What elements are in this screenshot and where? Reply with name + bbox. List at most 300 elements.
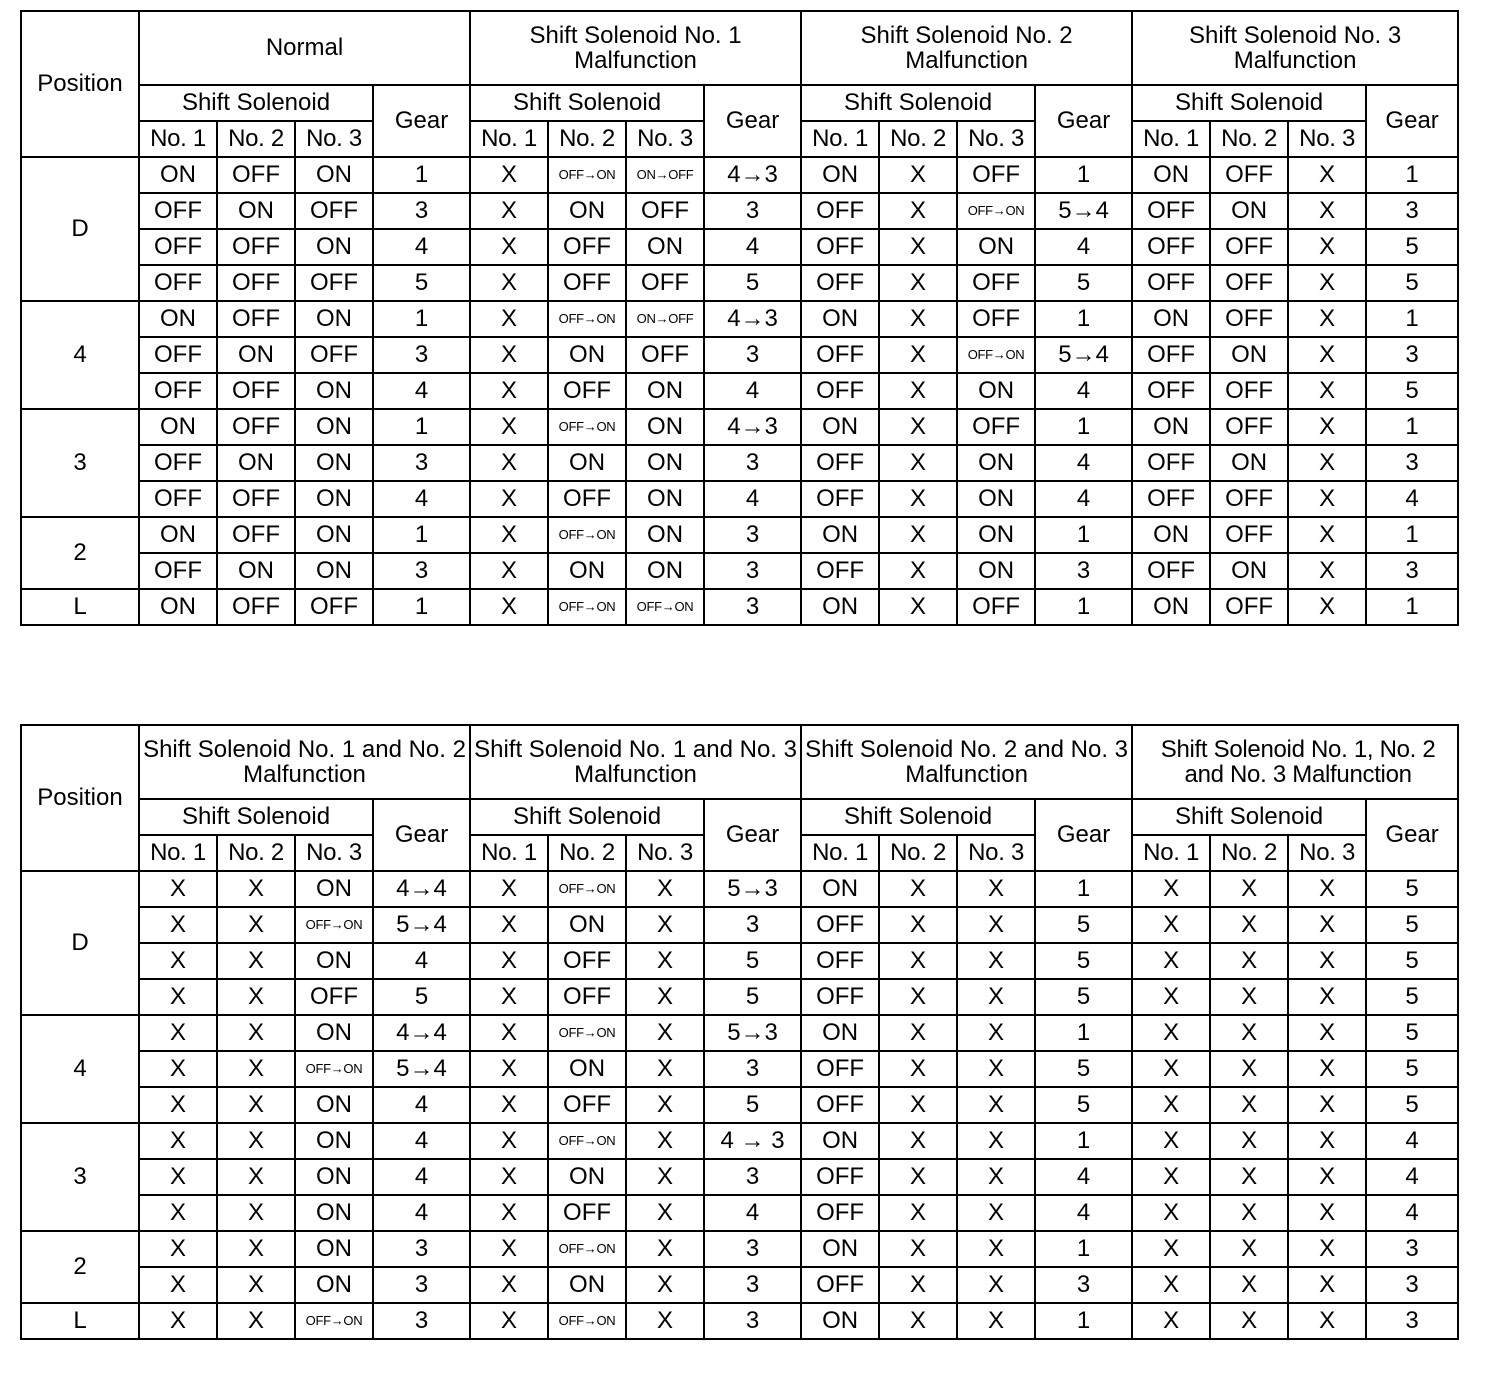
solenoid-state-cell: X	[1288, 589, 1366, 625]
solenoid-state-cell: X	[1210, 943, 1288, 979]
solenoid-number-header: No. 1	[470, 121, 548, 157]
solenoid-state-cell: X	[470, 1123, 548, 1159]
solenoid-state-cell: ON	[626, 373, 704, 409]
gear-cell: 5→3	[704, 871, 801, 907]
gear-header: Gear	[1366, 799, 1458, 871]
solenoid-state-cell: OFF	[801, 907, 879, 943]
solenoid-state-cell: OFF→ON	[295, 907, 373, 943]
gear-cell: 4	[373, 229, 470, 265]
solenoid-state-cell: X	[879, 1051, 957, 1087]
solenoid-state-cell: X	[1210, 1267, 1288, 1303]
solenoid-state-cell: ON	[1210, 337, 1288, 373]
table-row	[21, 265, 1458, 301]
solenoid-state-cell: X	[470, 979, 548, 1015]
position-label: 3	[21, 409, 139, 517]
solenoid-state-cell: X	[1288, 373, 1366, 409]
solenoid-state-cell: OFF→ON	[295, 1303, 373, 1339]
solenoid-state-cell: X	[217, 1195, 295, 1231]
position-label: L	[21, 1303, 139, 1339]
solenoid-state-cell: X	[470, 1087, 548, 1123]
solenoid-state-cell: X	[470, 409, 548, 445]
solenoid-state-cell: OFF	[801, 337, 879, 373]
solenoid-state-cell: X	[1288, 1159, 1366, 1195]
table-row	[21, 229, 1458, 265]
solenoid-state-cell: ON	[957, 373, 1035, 409]
gear-cell: 5	[373, 265, 470, 301]
position-label: L	[21, 589, 139, 625]
shift-solenoid-header: Shift Solenoid	[139, 799, 373, 835]
gear-cell: 3	[704, 1231, 801, 1267]
gear-cell: 1	[1035, 1303, 1132, 1339]
gear-cell: 1	[1366, 301, 1458, 337]
solenoid-state-cell: X	[879, 589, 957, 625]
solenoid-state-cell: X	[626, 1231, 704, 1267]
group-title: Normal	[139, 11, 470, 85]
solenoid-state-cell: X	[1288, 907, 1366, 943]
solenoid-state-cell: X	[470, 1231, 548, 1267]
solenoid-state-cell: ON	[1132, 157, 1210, 193]
solenoid-state-cell: X	[1210, 871, 1288, 907]
solenoid-state-cell: X	[957, 1051, 1035, 1087]
solenoid-state-cell: OFF	[295, 193, 373, 229]
solenoid-state-cell: X	[1210, 1015, 1288, 1051]
solenoid-state-cell: X	[1132, 1015, 1210, 1051]
solenoid-state-cell: ON	[801, 1123, 879, 1159]
solenoid-state-cell: X	[470, 445, 548, 481]
gear-cell: 5	[704, 265, 801, 301]
gear-cell: 1	[1035, 1015, 1132, 1051]
solenoid-state-cell: ON	[626, 229, 704, 265]
gear-cell: 1	[1035, 871, 1132, 907]
solenoid-state-cell: ON	[295, 517, 373, 553]
solenoid-state-cell: ON	[626, 517, 704, 553]
solenoid-state-cell: ON	[801, 409, 879, 445]
solenoid-state-cell: X	[879, 1195, 957, 1231]
table-row	[21, 589, 1458, 625]
solenoid-state-cell: X	[1288, 1303, 1366, 1339]
solenoid-state-cell: X	[879, 907, 957, 943]
gear-cell: 4	[704, 229, 801, 265]
gear-cell: 4	[1366, 481, 1458, 517]
solenoid-state-cell: OFF→ON	[548, 301, 626, 337]
gear-cell: 5	[1035, 265, 1132, 301]
solenoid-number-header: No. 3	[295, 835, 373, 871]
solenoid-state-cell: X	[470, 871, 548, 907]
solenoid-state-cell: X	[626, 943, 704, 979]
solenoid-state-cell: X	[626, 1195, 704, 1231]
gear-cell: 3	[1366, 445, 1458, 481]
gear-cell: 1	[373, 589, 470, 625]
solenoid-state-cell: X	[626, 1159, 704, 1195]
position-label: 4	[21, 1015, 139, 1123]
solenoid-state-cell: OFF	[801, 1267, 879, 1303]
solenoid-state-cell: ON	[295, 157, 373, 193]
gear-cell: 3	[704, 907, 801, 943]
solenoid-state-cell: OFF	[548, 265, 626, 301]
solenoid-state-cell: OFF	[295, 589, 373, 625]
solenoid-state-cell: X	[217, 907, 295, 943]
solenoid-state-cell: X	[470, 481, 548, 517]
solenoid-state-cell: ON	[217, 445, 295, 481]
solenoid-state-cell: X	[470, 589, 548, 625]
solenoid-number-header: No. 2	[548, 121, 626, 157]
solenoid-state-cell: ON	[139, 517, 217, 553]
solenoid-state-cell: ON	[295, 1015, 373, 1051]
solenoid-state-cell: X	[879, 1087, 957, 1123]
gear-cell: 4	[1035, 229, 1132, 265]
gear-cell: 1	[1366, 157, 1458, 193]
solenoid-state-cell: X	[957, 1015, 1035, 1051]
subheader-row	[21, 85, 1458, 121]
group-title: Shift Solenoid No. 3 Malfunction	[1132, 11, 1458, 85]
solenoid-state-cell: X	[470, 553, 548, 589]
solenoid-state-cell: OFF	[139, 193, 217, 229]
solenoid-state-cell: X	[1288, 445, 1366, 481]
solenoid-state-cell: ON	[295, 1159, 373, 1195]
solenoid-state-cell: X	[217, 1159, 295, 1195]
gear-cell: 5	[1035, 907, 1132, 943]
solenoid-number-header: No. 3	[957, 121, 1035, 157]
solenoid-state-cell: X	[879, 1123, 957, 1159]
solenoid-number-header: No. 3	[626, 121, 704, 157]
solenoid-number-header: No. 1	[801, 835, 879, 871]
solenoid-state-cell: X	[470, 517, 548, 553]
solenoid-state-cell: OFF	[295, 265, 373, 301]
solenoid-state-cell: X	[139, 1267, 217, 1303]
gear-cell: 4→4	[373, 1015, 470, 1051]
solenoid-state-cell: X	[879, 481, 957, 517]
solenoid-state-cell: X	[1210, 907, 1288, 943]
solenoid-state-cell: X	[957, 1231, 1035, 1267]
gear-cell: 5	[1366, 943, 1458, 979]
gear-cell: 3	[1366, 553, 1458, 589]
solenoid-state-cell: ON	[548, 445, 626, 481]
solenoid-state-cell: OFF	[801, 1087, 879, 1123]
table-row	[21, 157, 1458, 193]
gear-cell: 5	[1035, 1051, 1132, 1087]
gear-cell: 4	[373, 481, 470, 517]
solenoid-state-cell: ON	[295, 1231, 373, 1267]
solenoid-state-cell: X	[139, 1231, 217, 1267]
solenoid-state-cell: X	[1132, 1195, 1210, 1231]
gear-cell: 5	[1366, 907, 1458, 943]
gear-cell: 1	[1035, 301, 1132, 337]
solenoid-state-cell: X	[626, 871, 704, 907]
solenoid-state-cell: ON	[295, 373, 373, 409]
solenoid-state-cell: ON	[295, 1087, 373, 1123]
table-row	[21, 1159, 1458, 1195]
solenoid-number-header: No. 1	[801, 121, 879, 157]
solenoid-state-cell: X	[1288, 1015, 1366, 1051]
solenoid-state-cell: OFF	[957, 265, 1035, 301]
solenoid-state-cell: OFF	[217, 157, 295, 193]
gear-cell: 3	[704, 517, 801, 553]
solenoid-state-cell: ON	[1210, 445, 1288, 481]
gear-cell: 1	[373, 517, 470, 553]
gear-cell: 5	[1366, 1051, 1458, 1087]
solenoid-state-cell: ON	[957, 481, 1035, 517]
solenoid-number-header: No. 1	[139, 835, 217, 871]
solenoid-state-cell: X	[1288, 553, 1366, 589]
gear-cell: 4	[373, 1123, 470, 1159]
gear-cell: 3	[373, 1267, 470, 1303]
gear-cell: 4	[373, 943, 470, 979]
solenoid-state-cell: OFF→ON	[548, 871, 626, 907]
solenoid-state-cell: OFF	[801, 193, 879, 229]
gear-cell: 5	[704, 1087, 801, 1123]
gear-cell: 3	[1366, 337, 1458, 373]
gear-cell: 5→4	[373, 907, 470, 943]
solenoid-state-cell: ON	[295, 445, 373, 481]
solenoid-state-cell: X	[957, 943, 1035, 979]
solenoid-state-cell: OFF	[626, 193, 704, 229]
solenoid-table-single-malfunction	[20, 10, 1459, 626]
gear-cell: 5	[1366, 1087, 1458, 1123]
gear-cell: 3	[373, 1303, 470, 1339]
solenoid-state-cell: X	[1210, 1159, 1288, 1195]
gear-cell: 4	[1035, 1195, 1132, 1231]
solenoid-number-header: No. 2	[1210, 121, 1288, 157]
solenoid-state-cell: OFF	[801, 979, 879, 1015]
gear-cell: 1	[1366, 517, 1458, 553]
solenoid-state-cell: ON	[295, 301, 373, 337]
table-row	[21, 907, 1458, 943]
solenoid-state-cell: ON	[295, 409, 373, 445]
group-title: Shift Solenoid No. 1 Malfunction	[470, 11, 801, 85]
solenoid-state-cell: ON	[1132, 589, 1210, 625]
solenoid-state-cell: OFF	[139, 337, 217, 373]
solenoid-state-cell: OFF→ON	[626, 589, 704, 625]
table-row	[21, 1051, 1458, 1087]
table-row	[21, 193, 1458, 229]
position-label: 3	[21, 1123, 139, 1231]
solenoid-state-cell: X	[1210, 979, 1288, 1015]
gear-cell: 3	[704, 553, 801, 589]
solenoid-state-cell: OFF	[1210, 265, 1288, 301]
solenoid-state-cell: ON	[295, 1123, 373, 1159]
solenoid-state-cell: OFF	[801, 943, 879, 979]
gear-cell: 3	[373, 337, 470, 373]
solenoid-state-cell: OFF	[217, 373, 295, 409]
gear-cell: 1	[1035, 409, 1132, 445]
solenoid-state-cell: ON	[801, 589, 879, 625]
solenoid-state-cell: X	[626, 979, 704, 1015]
solenoid-state-cell: X	[879, 229, 957, 265]
solenoid-state-cell: X	[1288, 1051, 1366, 1087]
gear-cell: 3	[373, 193, 470, 229]
gear-cell: 5	[1366, 373, 1458, 409]
solenoid-state-cell: OFF	[957, 301, 1035, 337]
gear-cell: 4	[1035, 445, 1132, 481]
solenoid-state-cell: ON	[957, 553, 1035, 589]
solenoid-state-cell: X	[1132, 1231, 1210, 1267]
solenoid-state-cell: X	[139, 1051, 217, 1087]
solenoid-state-cell: OFF	[217, 301, 295, 337]
solenoid-state-cell: X	[1210, 1195, 1288, 1231]
gear-header: Gear	[373, 799, 470, 871]
shift-solenoid-header: Shift Solenoid	[470, 85, 704, 121]
group-title: Shift Solenoid No. 2 and No. 3 Malfunction	[801, 725, 1132, 799]
position-label: 2	[21, 1231, 139, 1303]
solenoid-state-cell: OFF	[548, 1195, 626, 1231]
position-label: D	[21, 157, 139, 301]
solenoid-state-cell: OFF	[217, 265, 295, 301]
gear-cell: 5	[704, 979, 801, 1015]
solenoid-number-header: No. 2	[879, 835, 957, 871]
solenoid-state-cell: X	[139, 907, 217, 943]
gear-cell: 4	[1366, 1195, 1458, 1231]
solenoid-number-header: No. 2	[1210, 835, 1288, 871]
gear-header: Gear	[373, 85, 470, 157]
solenoid-number-header: No. 2	[217, 121, 295, 157]
table-row	[21, 871, 1458, 907]
solenoid-state-cell: X	[470, 265, 548, 301]
solenoid-state-cell: OFF	[1132, 337, 1210, 373]
solenoid-state-cell: OFF	[217, 589, 295, 625]
gear-cell: 3	[704, 1267, 801, 1303]
solenoid-state-cell: X	[957, 1087, 1035, 1123]
solenoid-state-cell: OFF	[139, 445, 217, 481]
solenoid-state-cell: ON	[139, 409, 217, 445]
solenoid-state-cell: OFF	[801, 445, 879, 481]
solenoid-state-cell: OFF→ON	[548, 157, 626, 193]
solenoid-state-cell: OFF	[295, 979, 373, 1015]
solenoid-state-cell: X	[879, 553, 957, 589]
gear-cell: 4	[704, 1195, 801, 1231]
shift-solenoid-header: Shift Solenoid	[801, 85, 1035, 121]
solenoid-state-cell: OFF	[801, 1195, 879, 1231]
table-row	[21, 1267, 1458, 1303]
solenoid-state-cell: OFF→ON	[548, 409, 626, 445]
gear-cell: 5	[373, 979, 470, 1015]
solenoid-state-cell: X	[1288, 229, 1366, 265]
solenoid-state-cell: X	[879, 445, 957, 481]
group-header-row	[21, 11, 1458, 85]
solenoid-table-multiple-malfunction	[20, 724, 1459, 1340]
gear-cell: 3	[1366, 1231, 1458, 1267]
solenoid-state-cell: OFF	[548, 229, 626, 265]
solenoid-state-cell: OFF→ON	[548, 1303, 626, 1339]
solenoid-state-cell: X	[1288, 1123, 1366, 1159]
solenoid-state-cell: X	[139, 871, 217, 907]
shift-solenoid-header: Shift Solenoid	[139, 85, 373, 121]
gear-cell: 5	[1366, 871, 1458, 907]
solenoid-state-cell: X	[1288, 1195, 1366, 1231]
solenoid-state-cell: OFF	[548, 1087, 626, 1123]
gear-cell: 4→3	[704, 409, 801, 445]
gear-cell: 4→4	[373, 871, 470, 907]
solenoid-state-cell: X	[626, 1303, 704, 1339]
solenoid-state-cell: OFF	[1132, 229, 1210, 265]
gear-cell: 3	[373, 1231, 470, 1267]
solenoid-state-cell: X	[470, 1267, 548, 1303]
solenoid-state-cell: OFF	[801, 481, 879, 517]
table-row	[21, 1087, 1458, 1123]
solenoid-state-cell: X	[879, 1267, 957, 1303]
solenoid-state-cell: OFF	[1210, 157, 1288, 193]
solenoid-state-cell: OFF	[1210, 229, 1288, 265]
gear-cell: 3	[704, 193, 801, 229]
solenoid-state-cell: X	[879, 1159, 957, 1195]
table-row	[21, 301, 1458, 337]
gear-cell: 4	[373, 1087, 470, 1123]
position-label: 2	[21, 517, 139, 589]
position-header: Position	[21, 11, 139, 157]
solenoid-state-cell: OFF	[548, 373, 626, 409]
solenoid-state-cell: ON	[1132, 301, 1210, 337]
solenoid-state-cell: X	[1132, 1303, 1210, 1339]
gear-cell: 1	[1035, 589, 1132, 625]
solenoid-state-cell: X	[957, 1159, 1035, 1195]
solenoid-number-header: No. 2	[548, 835, 626, 871]
gear-cell: 3	[1366, 1303, 1458, 1339]
table-row	[21, 1015, 1458, 1051]
gear-cell: 5	[1366, 265, 1458, 301]
solenoid-state-cell: OFF	[1210, 373, 1288, 409]
gear-cell: 4→3	[704, 157, 801, 193]
solenoid-state-cell: X	[1288, 157, 1366, 193]
solenoid-state-cell: OFF→ON	[295, 1051, 373, 1087]
group-title: Shift Solenoid No. 1, No. 2 and No. 3 Malfunction	[1132, 725, 1458, 799]
solenoid-state-cell: OFF	[1132, 445, 1210, 481]
solenoid-state-cell: ON	[626, 553, 704, 589]
gear-cell: 4	[1035, 373, 1132, 409]
solenoid-number-header: No. 1	[1132, 835, 1210, 871]
solenoid-number-header: No. 1	[139, 121, 217, 157]
solenoid-number-header: No. 3	[295, 121, 373, 157]
solenoid-state-cell: ON	[548, 1159, 626, 1195]
solenoid-state-cell: X	[957, 1303, 1035, 1339]
solenoid-state-cell: X	[470, 1159, 548, 1195]
gear-cell: 3	[704, 1303, 801, 1339]
solenoid-state-cell: ON	[1210, 553, 1288, 589]
gear-cell: 4	[373, 373, 470, 409]
solenoid-state-cell: OFF	[1132, 193, 1210, 229]
gear-cell: 5→3	[704, 1015, 801, 1051]
solenoid-number-header: No. 3	[1288, 835, 1366, 871]
solenoid-state-cell: X	[139, 979, 217, 1015]
table-row	[21, 517, 1458, 553]
solenoid-state-cell: X	[1288, 517, 1366, 553]
solenoid-state-cell: ON	[1210, 193, 1288, 229]
solenoid-state-cell: OFF	[1132, 373, 1210, 409]
table-row	[21, 373, 1458, 409]
solenoid-state-cell: X	[1210, 1231, 1288, 1267]
solenoid-state-cell: X	[470, 1195, 548, 1231]
solenoid-state-cell: X	[139, 1015, 217, 1051]
solenoid-state-cell: X	[470, 193, 548, 229]
solenoid-state-cell: OFF	[801, 1051, 879, 1087]
solenoid-state-cell: ON	[801, 1231, 879, 1267]
solenoid-state-cell: X	[217, 1267, 295, 1303]
gear-cell: 3	[704, 1051, 801, 1087]
solenoid-state-cell: OFF	[1132, 481, 1210, 517]
group-title: Shift Solenoid No. 1 and No. 2 Malfunction	[139, 725, 470, 799]
solenoid-state-cell: X	[217, 1231, 295, 1267]
solenoid-state-cell: X	[217, 1087, 295, 1123]
solenoid-state-cell: OFF	[1132, 265, 1210, 301]
solenoid-state-cell: X	[470, 943, 548, 979]
gear-cell: 1	[373, 157, 470, 193]
solenoid-state-cell: X	[139, 1087, 217, 1123]
gear-cell: 3	[1366, 1267, 1458, 1303]
gear-cell: 5→4	[373, 1051, 470, 1087]
gear-cell: 4→3	[704, 301, 801, 337]
solenoid-state-cell: X	[1288, 871, 1366, 907]
gear-cell: 4	[1035, 481, 1132, 517]
solenoid-state-cell: X	[470, 301, 548, 337]
group-title: Shift Solenoid No. 2 Malfunction	[801, 11, 1132, 85]
